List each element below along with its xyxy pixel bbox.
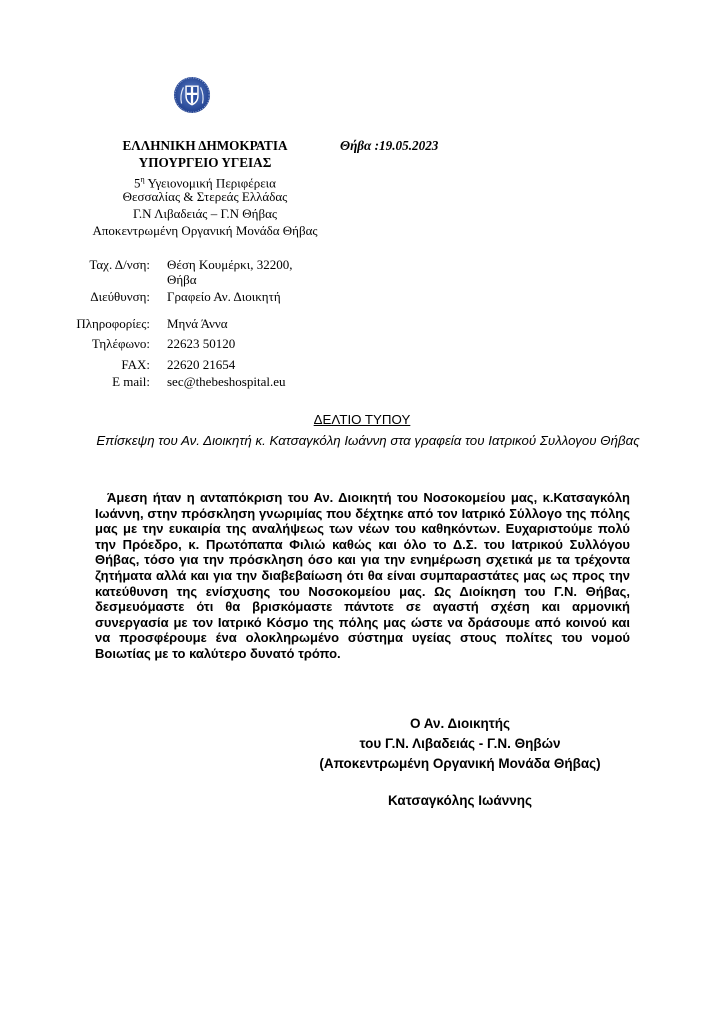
phone-label: Τηλέφωνο: xyxy=(91,336,150,351)
address-city: Θήβα xyxy=(167,272,197,287)
fax-label: FAX: xyxy=(121,357,150,372)
signatory-name: Κατσαγκόλης Ιωάννης xyxy=(387,793,533,808)
address-value: Θέση Κουμέρκι, 32200, xyxy=(167,257,293,272)
ministry-name: ΥΠΟΥΡΓΕΙΟ ΥΓΕΙΑΣ xyxy=(138,155,272,170)
phone-value: 22623 50120 xyxy=(167,336,236,351)
department-label: Διεύθυνση: xyxy=(90,289,150,304)
department-value: Γραφείο Αν. Διοικητή xyxy=(167,289,281,304)
document-date: Θήβα :19.05.2023 xyxy=(340,138,439,153)
fax-value: 22620 21654 xyxy=(167,357,236,372)
info-value: Μηνά Άννα xyxy=(167,316,228,331)
signature-title: Ο Αν. Διοικητής xyxy=(409,716,511,731)
address-label: Ταχ. Δ/νση: xyxy=(89,257,150,272)
email-value: sec@thebeshospital.eu xyxy=(167,374,286,389)
info-label: Πληροφορίες: xyxy=(76,316,150,331)
press-release-body: Άμεση ήταν η ανταπόκριση του Αν. Διοικητή του Νοσοκομείου μας, κ.Κατσαγκόλη Ιωάννη, στην πρόσκληση γνωριμίας που δέχτηκε από τον Ιατρικό Σύλλογο της πόλης μας με την ευκαιρία της αναλήψεως των νέων του καθηκόντων. Ευχαριστούμε πολύ την Πρόεδρο, κ. Πρωτόπαπα Φιλιώ καθώς και όλο το Δ.Σ. του Ιατρικού Συλλόγου Θήβας, τόσο για την πρόσκληση όσο και για την ενημέρωση σχετικά με τα τρέχοντα ζητήματα αλλά και για την διαβεβαίωση ότι θα είναι συμπαραστάτες μας ως προς την κατεύθυνση της ενίσχυσης του Νοσοκομείου μας. Ως Διοίκηση του Γ.Ν. Θήβας, δεσμευόμαστε ότι θα βρισκόμαστε πάντοτε σε αγαστή σχέση και αρμονική συνεργασία με τον Ιατρικό Κόσμο της πόλης μας ώστε να δράσουμε από κοινού και να προσφέρουμε ένα ολοκληρωμένο σύστημα υγείας στους πολίτες του νομού Βοιωτίας με το καλύτερο δυνατό τρόπο. xyxy=(95,490,630,661)
health-region-area: Θεσσαλίας & Στερεάς Ελλάδας xyxy=(122,189,288,204)
press-release-title: ΔΕΛΤΙΟ ΤΥΠΟΥ xyxy=(313,412,411,427)
signature-organization: του Γ.Ν. Λιβαδειάς - Γ.Ν. Θηβών xyxy=(359,736,561,751)
unit-name: Αποκεντρωμένη Οργανική Μονάδα Θήβας xyxy=(92,223,318,238)
hospitals-name: Γ.Ν Λιβαδειάς – Γ.Ν Θήβας xyxy=(132,206,278,221)
email-label: E mail: xyxy=(112,374,150,389)
health-region: $5^\eta$ Υγειονομική Περιφέρεια xyxy=(133,175,276,191)
greek-republic-emblem-icon xyxy=(173,76,211,114)
press-release-subtitle: Επίσκεψη του Αν. Διοικητή κ. Κατσαγκόλη Ιωάννη στα γραφεία του Ιατρικού Συλλογου Θήβας xyxy=(96,433,640,448)
signature-unit: (Αποκεντρωμένη Οργανική Μονάδα Θήβας) xyxy=(319,756,601,771)
republic-name: ΕΛΛΗΝΙΚΗ ΔΗΜΟΚΡΑΤΙΑ xyxy=(122,138,288,153)
